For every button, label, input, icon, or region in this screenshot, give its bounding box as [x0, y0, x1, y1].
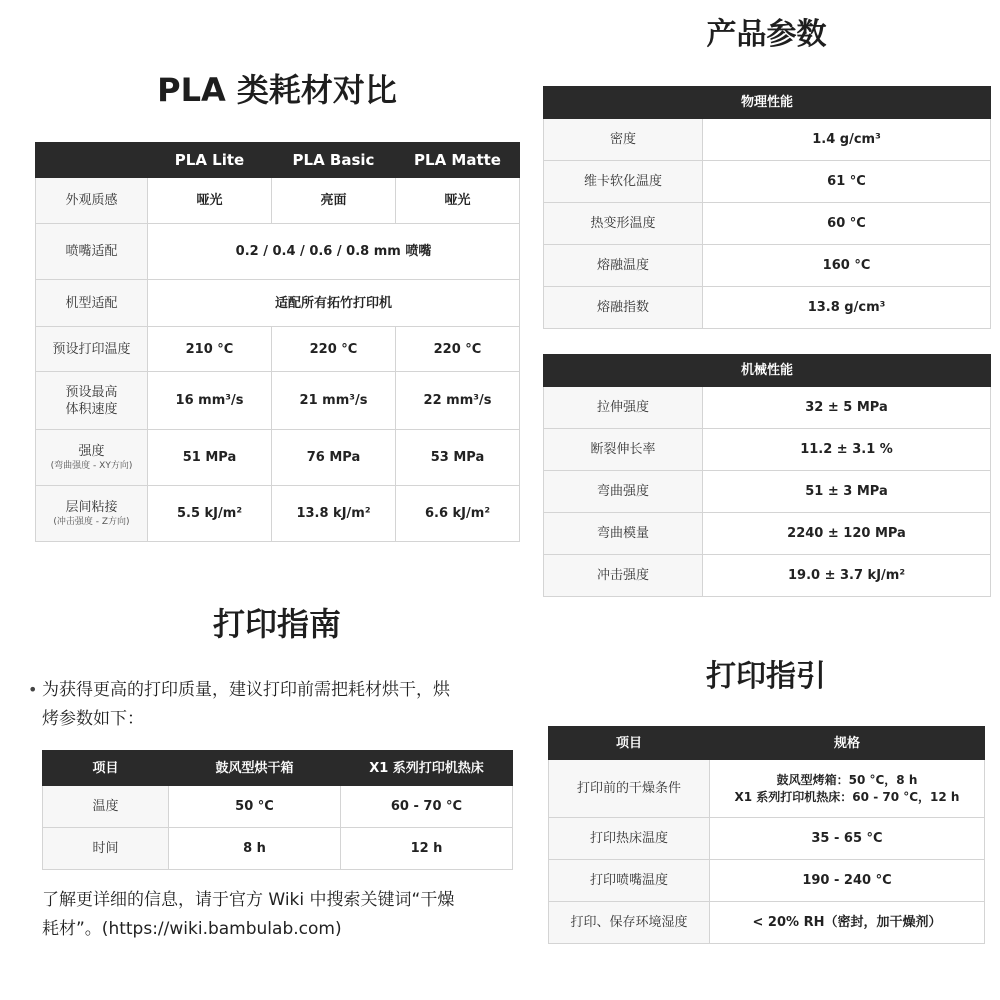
- directions-label-humidity: 打印、保存环境湿度: [549, 902, 710, 944]
- mechanical-value-flex-strength: 51 ± 3 MPa: [703, 471, 991, 513]
- strength-lite: 51 MPa: [148, 430, 272, 486]
- directions-value-bed: 35 - 65 °C: [710, 818, 985, 860]
- physical-label-melt-index: 熔融指数: [544, 287, 703, 329]
- mechanical-label-tensile: 拉伸强度: [544, 387, 703, 429]
- mechanical-value-tensile: 32 ± 5 MPa: [703, 387, 991, 429]
- temp-matte: 220 °C: [396, 327, 520, 372]
- row-label-model: 机型适配: [36, 280, 148, 327]
- table-row: [36, 430, 520, 486]
- adhesion-label: 层间粘接: [65, 500, 118, 515]
- strength-label: 强度: [78, 444, 105, 459]
- table-row: [43, 786, 513, 828]
- row-label-nozzle: 喷嘴适配: [36, 224, 148, 280]
- directions-label-drying: 打印前的干燥条件: [549, 760, 710, 818]
- mechanical-header-row: [544, 355, 991, 387]
- mechanical-label-flex-strength: 弯曲强度: [544, 471, 703, 513]
- compare-header-matte: PLA Matte: [396, 143, 520, 178]
- compare-header-basic: PLA Basic: [272, 143, 396, 178]
- compare-header-lite: PLA Lite: [148, 143, 272, 178]
- physical-header-row: [544, 87, 991, 119]
- directions-label-nozzle: 打印喷嘴温度: [549, 860, 710, 902]
- directions-value-nozzle: 190 - 240 °C: [710, 860, 985, 902]
- guide-bullet-line1: 为获得更高的打印质量，建议打印前需把耗材烘干，烘: [42, 680, 450, 700]
- directions-header-row: [549, 727, 985, 760]
- directions-title: 打印指引: [706, 659, 826, 694]
- row-label-temp: 预设打印温度: [36, 327, 148, 372]
- directions-header-spec: 规格: [710, 727, 985, 760]
- params-title: 产品参数: [706, 17, 827, 52]
- adhesion-matte: 6.6 kJ/m²: [396, 486, 520, 542]
- physical-value-hdt: 60 °C: [703, 203, 991, 245]
- dry-time-oven: 8 h: [169, 828, 341, 870]
- mechanical-label-flex-modulus: 弯曲模量: [544, 513, 703, 555]
- guide-note-line1: 了解更详细的信息，请于官方 Wiki 中搜索关键词“干燥: [42, 890, 455, 910]
- compare-header-blank: [36, 143, 148, 178]
- row-label-strength: [36, 430, 148, 486]
- speed-label-line2: 体积速度: [65, 401, 118, 417]
- dry-header-bed: X1 系列打印机热床: [341, 751, 513, 786]
- table-row: [36, 280, 520, 327]
- table-row: [43, 828, 513, 870]
- table-row: [36, 327, 520, 372]
- guide-note-line2: 耗材”。(https://wiki.bambulab.com): [42, 919, 342, 939]
- adhesion-basic: 13.8 kJ/m²: [272, 486, 396, 542]
- speed-lite: 16 mm³/s: [148, 372, 272, 430]
- dry-temp-oven: 50 °C: [169, 786, 341, 828]
- dry-label-time: 时间: [43, 828, 169, 870]
- table-row: [544, 471, 991, 513]
- guide-note: [42, 886, 520, 944]
- appearance-lite: 哑光: [148, 178, 272, 224]
- strength-basic: 76 MPa: [272, 430, 396, 486]
- table-row: [544, 429, 991, 471]
- model-value: 适配所有拓竹打印机: [148, 280, 520, 327]
- compare-header-row: [36, 143, 520, 178]
- dry-header-item: 项目: [43, 751, 169, 786]
- table-row: [544, 387, 991, 429]
- table-row: [544, 161, 991, 203]
- temp-basic: 220 °C: [272, 327, 396, 372]
- table-row: [544, 513, 991, 555]
- table-row: [36, 486, 520, 542]
- table-row: [36, 224, 520, 280]
- physical-header: 物理性能: [544, 87, 991, 119]
- speed-label-line1: 预设最高: [65, 384, 118, 400]
- directions-header-item: 项目: [549, 727, 710, 760]
- physical-table: [543, 86, 991, 329]
- adhesion-lite: 5.5 kJ/m²: [148, 486, 272, 542]
- mechanical-value-impact: 19.0 ± 3.7 kJ/m²: [703, 555, 991, 597]
- directions-value-humidity: < 20% RH（密封，加干燥剂）: [710, 902, 985, 944]
- physical-value-density: 1.4 g/cm³: [703, 119, 991, 161]
- guide-title: 打印指南: [212, 605, 341, 643]
- mechanical-value-elongation: 11.2 ± 3.1 %: [703, 429, 991, 471]
- guide-bullet-text: [42, 676, 517, 734]
- strength-matte: 53 MPa: [396, 430, 520, 486]
- row-label-appearance: 外观质感: [36, 178, 148, 224]
- mechanical-header: 机械性能: [544, 355, 991, 387]
- dry-header-oven: 鼓风型烘干箱: [169, 751, 341, 786]
- physical-value-melt-temp: 160 °C: [703, 245, 991, 287]
- table-row: [544, 287, 991, 329]
- appearance-matte: 哑光: [396, 178, 520, 224]
- appearance-basic: 亮面: [272, 178, 396, 224]
- directions-table: [548, 726, 985, 944]
- compare-table: [35, 142, 520, 542]
- row-label-adhesion: [36, 486, 148, 542]
- adhesion-sublabel: (冲击强度 - Z方向): [53, 517, 130, 527]
- dry-label-temp: 温度: [43, 786, 169, 828]
- physical-label-melt-temp: 熔融温度: [544, 245, 703, 287]
- mechanical-value-flex-modulus: 2240 ± 120 MPa: [703, 513, 991, 555]
- physical-label-density: 密度: [544, 119, 703, 161]
- guide-bullet-line2: 烤参数如下：: [42, 709, 144, 729]
- bullet-icon: •: [28, 680, 38, 699]
- dry-header-row: [43, 751, 513, 786]
- table-row: [36, 178, 520, 224]
- nozzle-value: 0.2 / 0.4 / 0.6 / 0.8 mm 喷嘴: [148, 224, 520, 280]
- row-label-speed: [36, 372, 148, 430]
- directions-label-bed: 打印热床温度: [549, 818, 710, 860]
- physical-value-melt-index: 13.8 g/cm³: [703, 287, 991, 329]
- table-row: [544, 245, 991, 287]
- table-row: [549, 902, 985, 944]
- physical-label-hdt: 热变形温度: [544, 203, 703, 245]
- directions-value-drying: [710, 760, 985, 818]
- directions-value-drying-line1: 鼓风型烤箱：50 °C，8 h: [776, 772, 918, 787]
- strength-sublabel: (弯曲强度 - XY方向): [50, 461, 133, 471]
- physical-label-vicat: 维卡软化温度: [544, 161, 703, 203]
- mechanical-label-elongation: 断裂伸长率: [544, 429, 703, 471]
- table-row: [549, 818, 985, 860]
- table-row: [549, 760, 985, 818]
- dry-time-bed: 12 h: [341, 828, 513, 870]
- speed-matte: 22 mm³/s: [396, 372, 520, 430]
- temp-lite: 210 °C: [148, 327, 272, 372]
- speed-basic: 21 mm³/s: [272, 372, 396, 430]
- dry-table: [42, 750, 513, 870]
- physical-value-vicat: 61 °C: [703, 161, 991, 203]
- table-row: [544, 119, 991, 161]
- table-row: [549, 860, 985, 902]
- mechanical-label-impact: 冲击强度: [544, 555, 703, 597]
- compare-title: PLA 类耗材对比: [157, 71, 397, 109]
- table-row: [36, 372, 520, 430]
- dry-temp-bed: 60 - 70 °C: [341, 786, 513, 828]
- directions-value-drying-line2: X1 系列打印机热床：60 - 70 °C，12 h: [734, 789, 960, 804]
- table-row: [544, 555, 991, 597]
- table-row: [544, 203, 991, 245]
- mechanical-table: [543, 354, 991, 597]
